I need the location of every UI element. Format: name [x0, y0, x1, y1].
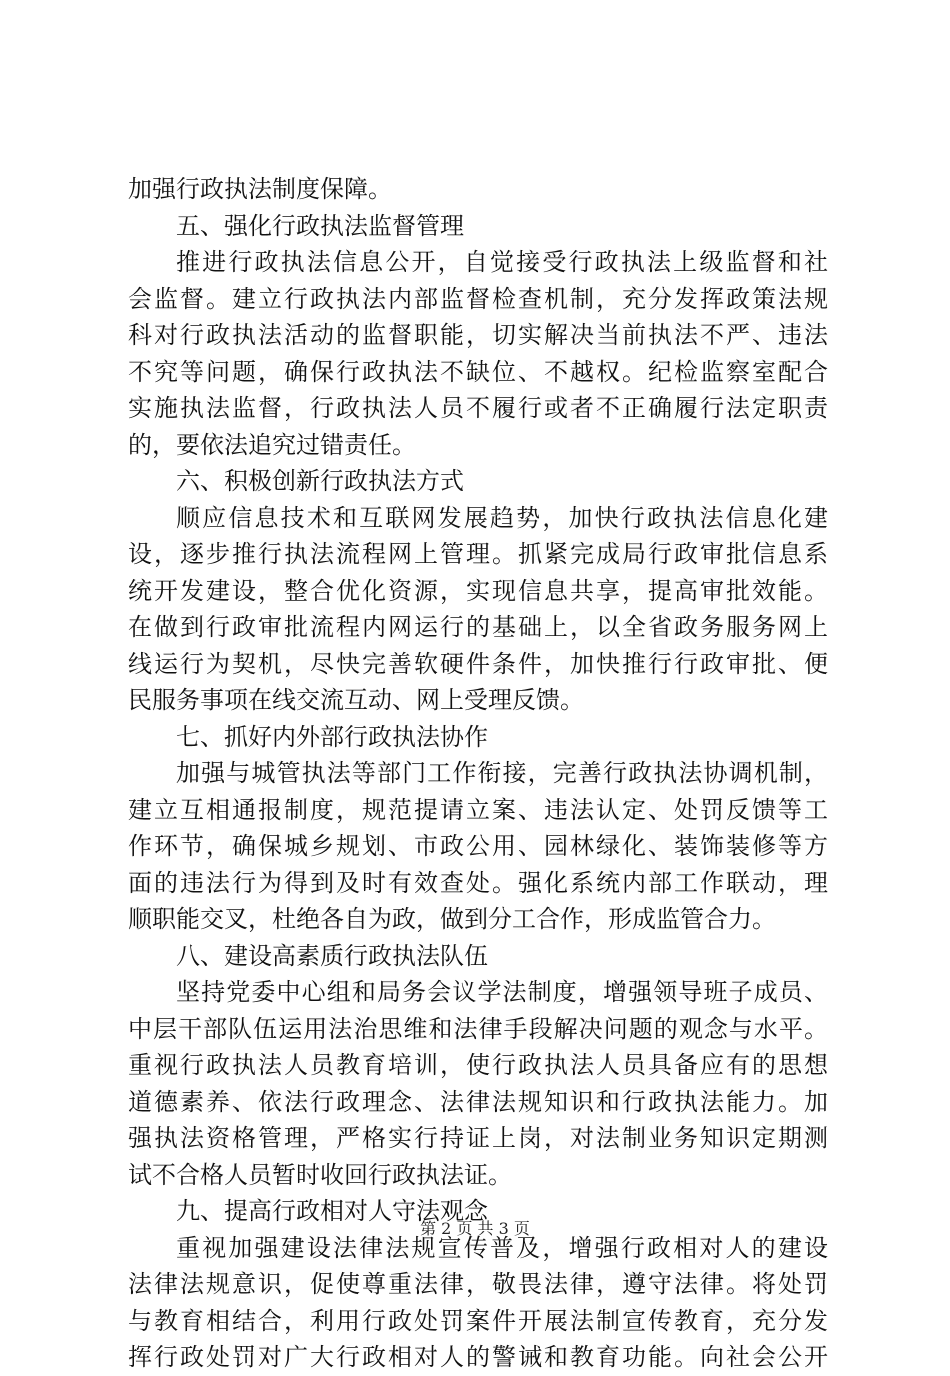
paragraph-line: 与教育相结合，利用行政处罚案件开展法制宣传教育，充分发: [128, 1306, 828, 1335]
paragraph-line: 道德素养、依法行政理念、法律法规知识和行政执法能力。加: [128, 1087, 828, 1116]
document-body: [128, 171, 828, 1376]
paragraph-line: 强执法资格管理，严格实行持证上岗，对法制业务知识定期测: [128, 1124, 828, 1152]
page-footer: 第 2 页 共 3 页: [420, 1219, 530, 1238]
section-heading: 九、提高行政相对人守法观念: [176, 1197, 488, 1225]
section-heading: 八、建设高素质行政执法队伍: [176, 941, 488, 970]
paragraph-line: 建立互相通报制度，规范提请立案、违法认定、处罚反馈等工: [128, 795, 828, 824]
section-heading: 七、抓好内外部行政执法协作: [176, 722, 488, 751]
paragraph-line: 作环节，确保城乡规划、市政公用、园林绿化、装饰装修等方: [128, 832, 828, 860]
paragraph-line: 顺应信息技术和互联网发展趋势，加快行政执法信息化建: [176, 503, 828, 532]
section-heading: 六、积极创新行政执法方式: [176, 467, 464, 495]
paragraph-line: 挥行政处罚对广大行政相对人的警诫和教育功能。向社会公开: [128, 1343, 828, 1371]
paragraph-line: 坚持党委中心组和局务会议学法制度，增强领导班子成员、: [176, 978, 828, 1006]
paragraph-line: 科对行政执法活动的监督职能，切实解决当前执法不严、违法: [128, 321, 828, 349]
paragraph-line: 加强行政执法制度保障。: [128, 175, 392, 203]
paragraph-line: 民服务事项在线交流互动、网上受理反馈。: [128, 686, 584, 714]
section-heading: 五、强化行政执法监督管理: [176, 211, 464, 240]
paragraph-line: 重视加强建设法律法规宣传普及，增强行政相对人的建设: [176, 1233, 828, 1262]
paragraph-line: 统开发建设，整合优化资源，实现信息共享，提高审批效能。: [128, 576, 828, 605]
paragraph-line: 中层干部队伍运用法治思维和法律手段解决问题的观念与水平。: [128, 1014, 828, 1043]
paragraph-line: 重视行政执法人员教育培训，使行政执法人员具备应有的思想: [128, 1051, 828, 1079]
paragraph-line: 会监督。建立行政执法内部监督检查机制，充分发挥政策法规: [128, 284, 828, 313]
paragraph-line: 实施执法监督，行政执法人员不履行或者不正确履行法定职责: [128, 394, 828, 422]
paragraph-line: 在做到行政审批流程内网运行的基础上，以全省政务服务网上: [128, 613, 828, 641]
paragraph-line: 不究等问题，确保行政执法不缺位、不越权。纪检监察室配合: [128, 357, 828, 386]
paragraph-line: 加强与城管执法等部门工作衔接，完善行政执法协调机制，: [176, 759, 828, 787]
paragraph-line: 推进行政执法信息公开，自觉接受行政执法上级监督和社: [176, 248, 828, 276]
paragraph-line: 试不合格人员暂时收回行政执法证。: [128, 1160, 512, 1189]
paragraph-line: 的，要依法追究过错责任。: [128, 430, 416, 459]
paragraph-line: 法律法规意识，促使尊重法律，敬畏法律，遵守法律。将处罚: [128, 1270, 828, 1298]
paragraph-line: 线运行为契机，尽快完善软硬件条件，加快推行行政审批、便: [128, 649, 828, 678]
paragraph-line: 设，逐步推行执法流程网上管理。抓紧完成局行政审批信息系: [128, 540, 828, 568]
paragraph-line: 顺职能交叉，杜绝各自为政，做到分工合作，形成监管合力。: [128, 905, 776, 933]
paragraph-line: 面的违法行为得到及时有效查处。强化系统内部工作联动，理: [128, 868, 828, 897]
